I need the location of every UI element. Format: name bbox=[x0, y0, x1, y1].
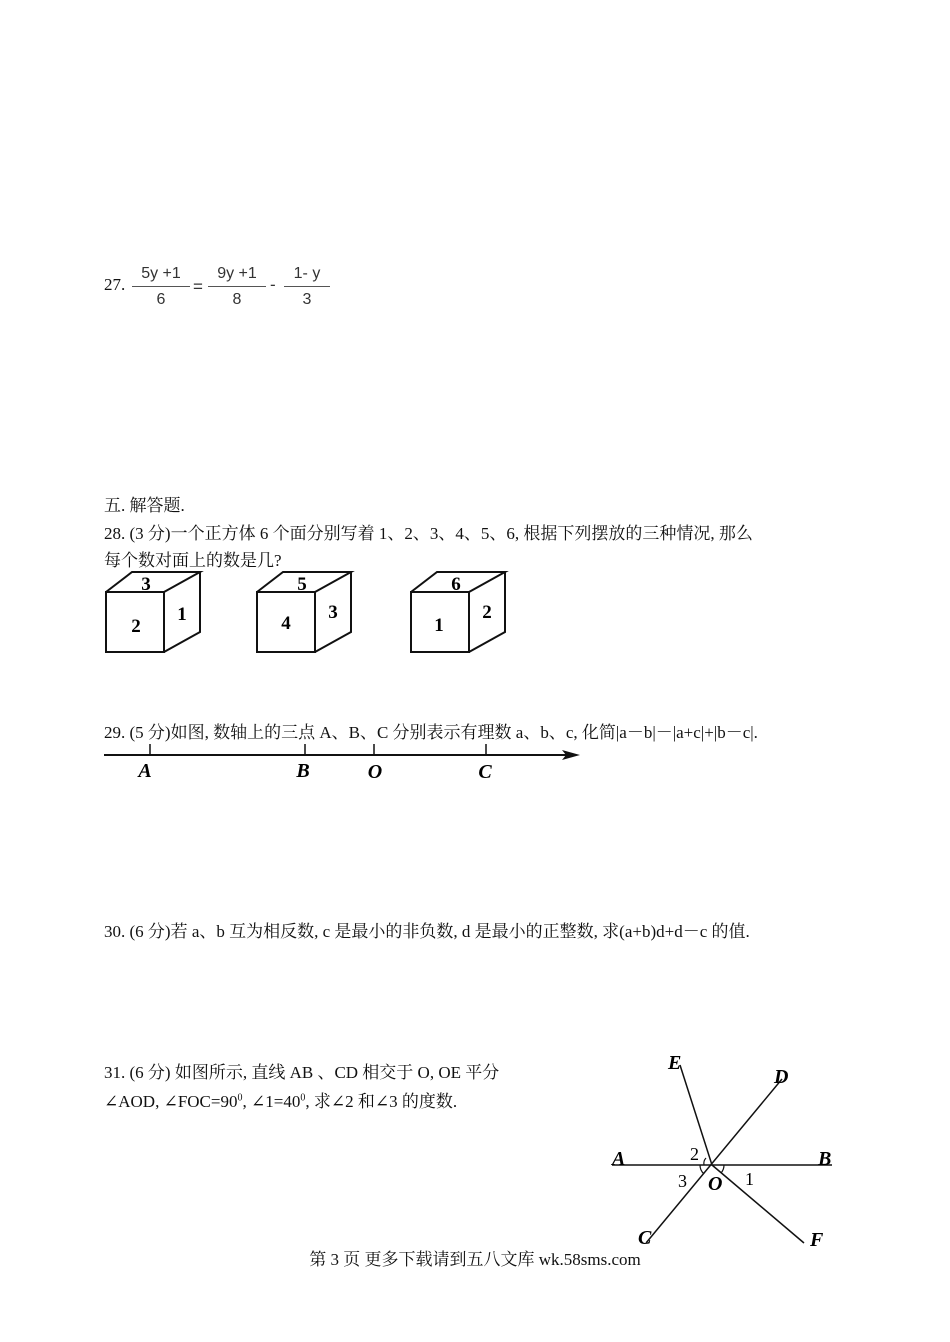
point-label-o: O bbox=[367, 761, 383, 782]
q27-fraction-mid bbox=[208, 265, 266, 309]
q27-fraction-lhs bbox=[132, 265, 190, 309]
page-footer: 第 3 页 更多下载请到五八文库 wk.58sms.com bbox=[309, 1250, 641, 1269]
label-angle-2: 2 bbox=[690, 1144, 699, 1164]
q31-text-line2 bbox=[104, 1087, 457, 1112]
point-label-a: A bbox=[138, 760, 152, 782]
cube-1-top: 3 bbox=[141, 574, 151, 595]
label-o: O bbox=[708, 1173, 723, 1195]
q30-text: 30. (6 分)若 a、b 互为相反数, c 是最小的非负数, d 是最小的正整数, 求(a+b)d+d－c 的值. bbox=[104, 922, 750, 941]
q27-equals: = bbox=[193, 277, 203, 296]
cube-3-side: 2 bbox=[482, 602, 492, 623]
q28-text-line1: 28. (3 分)一个正方体 6 个面分别写着 1、2、3、4、5、6, 根据下列摆放的三种情况, 那么 bbox=[104, 524, 753, 543]
label-a: A bbox=[612, 1148, 626, 1170]
q27-mid-denominator: 8 bbox=[232, 291, 242, 308]
cube-2-side: 3 bbox=[328, 602, 338, 623]
cube-3-front: 1 bbox=[434, 615, 444, 636]
line-cd bbox=[646, 1079, 782, 1243]
section-title: 五. 解答题. bbox=[104, 496, 185, 515]
label-e: E bbox=[668, 1052, 682, 1074]
q27-lhs-numerator: 5y +1 bbox=[132, 265, 190, 287]
q27-fraction-rhs bbox=[284, 265, 330, 309]
angle-2-arc bbox=[704, 1158, 706, 1165]
cube-2-top: 5 bbox=[297, 574, 307, 595]
label-angle-1: 1 bbox=[745, 1169, 754, 1189]
ray-of bbox=[712, 1165, 804, 1243]
label-b: B bbox=[818, 1148, 832, 1170]
q31-degree-1: 0 bbox=[237, 1092, 243, 1104]
q31-text-part-c: , 求∠2 和∠3 的度数. bbox=[305, 1092, 458, 1111]
q27-mid-numerator: 9y +1 bbox=[208, 265, 266, 287]
q27-minus: - bbox=[270, 275, 276, 294]
angle-1-arc bbox=[721, 1165, 724, 1173]
q27-label: 27. bbox=[104, 275, 126, 294]
label-c: C bbox=[638, 1227, 652, 1249]
label-f: F bbox=[810, 1229, 824, 1251]
q27-lhs-denominator: 6 bbox=[156, 291, 166, 308]
label-angle-3: 3 bbox=[678, 1171, 687, 1191]
q27-rhs-numerator: 1- y bbox=[284, 265, 330, 287]
q31-text-part-b: , ∠1=40 bbox=[242, 1092, 301, 1111]
q27-rhs-denominator: 3 bbox=[302, 291, 312, 308]
q28-cubes-figure bbox=[100, 568, 520, 660]
q29-number-line bbox=[100, 740, 585, 782]
angle-3-arc bbox=[700, 1165, 704, 1174]
cube-3-top: 6 bbox=[451, 574, 461, 595]
cube-1-side: 1 bbox=[177, 604, 187, 625]
label-d: D bbox=[774, 1066, 789, 1088]
point-label-c: C bbox=[478, 761, 492, 782]
q29-text: 29. (5 分)如图, 数轴上的三点 A、B、C 分别表示有理数 a、b、c, 化简|a－b|－|a+c|+|b－c|. bbox=[104, 723, 758, 742]
point-label-b: B bbox=[296, 760, 310, 782]
q31-text-part-a: ∠AOD, ∠FOC=90 bbox=[104, 1092, 238, 1111]
q31-angle-figure bbox=[600, 1045, 845, 1255]
cube-1-front: 2 bbox=[131, 616, 141, 637]
q28-text-line2: 每个数对面上的数是几? bbox=[104, 551, 282, 570]
cube-2-front: 4 bbox=[281, 613, 291, 634]
q31-degree-2: 0 bbox=[300, 1092, 306, 1104]
q31-text-line1: 31. (6 分) 如图所示, 直线 AB 、CD 相交于 O, OE 平分 bbox=[104, 1063, 500, 1082]
